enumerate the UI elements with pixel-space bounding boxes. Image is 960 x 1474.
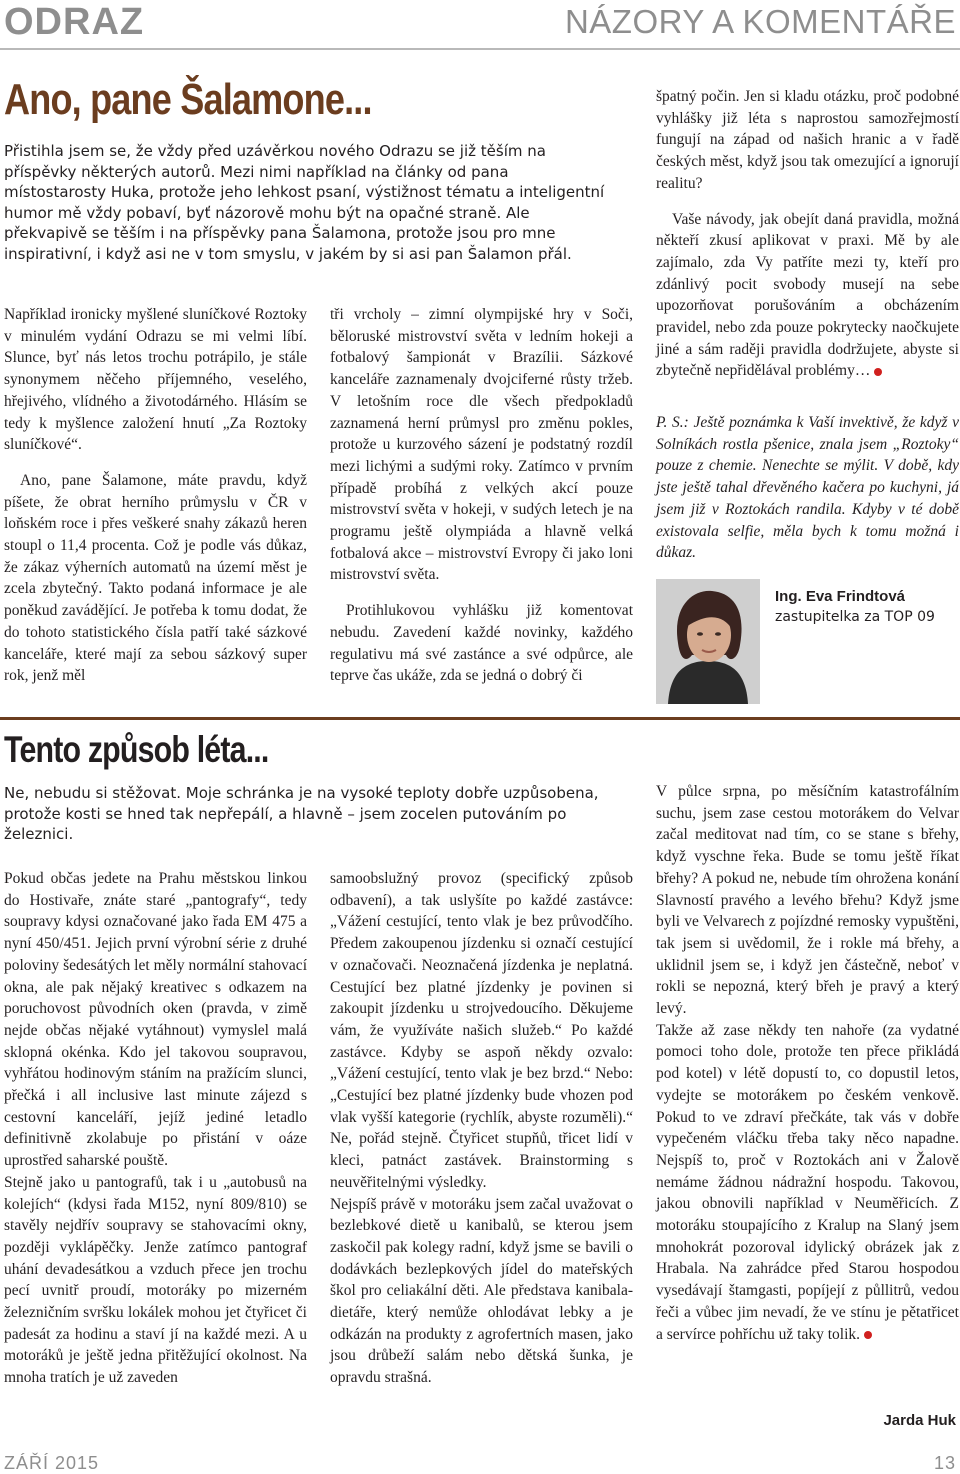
article-divider (0, 717, 960, 720)
paragraph: tři vrcholy – zimní olympijské hry v Soči, běloruské mistrovství světa v ledním hokeji a fotbalový šampionát v Brazílii. Sázkové kanceláře zaznamenaly dvojciferné růsty tržeb. V letošním roce dle všech předpokladů zaznamená herní průmysl pro změnu pokles, protože u kurzového sázení je podstatný rozdíl mezi lichými a sudými roky. Zatímco v prvním případě probíhá z velkých akcí pouze mistrovství světa v hokeji, v sudých letech je na programu ještě olympiáda a hlavně velká fotbalová akce – mistrovství Evropy či jako loni mistrovství světa. (330, 306, 633, 584)
paragraph-text: Takže až zase někdy ten nahoře (za vydatné pomoci toho dole, protože ten přece přikládá pod kotel) v létě dopustí to, co dopustil letos, vydejte se motorákem po českém venkově. Pokud to ve zdraví přečkáte, tak vás v dobře vypečeném vláčku třeba taky něco napadne. Nejspíš to, proč v Roztokách ani v Žalově nemáme žádnou nádražní hospodu. Takovou, jakou obnovili například v Neuměřicích. Z motoráku stoupajícího z Kralup na Slaný jsem mnohokrát pozoroval idylický obrázek jak z Hrabala. Na zahrádce před Starou hospodou vysedávají štamgasti, popíjejí z půllitrů, vedou řeči a vůbec jim nevadí, že ve stínu je pětatřicet a servírce pohříchu už taky tolik. (656, 1021, 959, 1343)
author-name: Ing. Eva Frindtová (775, 588, 906, 605)
paragraph: Protihlukovou vyhlášku již komentovat nebudu. Zavedení každé novinky, každého regulativu má své zastánce a své odpůrce, ale teprve čas ukáže, zda se jedná o dobrý či (330, 602, 633, 685)
author-role: zastupitelka za TOP 09 (775, 609, 935, 625)
paragraph: Například ironicky myšlené sluníčkové Roztoky v minulém vydání Odrazu se mi velmi líbí. Slunce, byť nás letos trochu potrápilo, je stále synonymem něčeho příjemného, veselého, hřejivého, vlídného a životodárného. Hlásím se tedy k myšlence založení hnutí „Za Roztoky sluníčkové“. (4, 306, 307, 454)
page-number: 13 (933, 1453, 956, 1473)
section-title: NÁZORY A KOMENTÁŘE (564, 3, 956, 40)
paragraph-text: Vaše návody, jak obejít daná pravidla, možná někteří zkusí aplikovat v praxi. Mě by ale zajímalo, zda Vy patříte mezi ty, kteří pro zdánlivý pocit svobody musejí na sebe upozorňovat porušováním a obcházením pravidel, nebo zda pouze pokrytecky naočkujete jiné a sám raději pravidla dodržujete, abyste si zbytečně nepřidělával problémy… (656, 210, 959, 380)
article1-lead: Přistihla jsem se, že vždy před uzávěrkou nového Odrazu se již těším na příspěvky některých autorů. Mezi nimi například na články od pana místostarosty Huka, protože jeho lehkost psaní, výstižnost tématu a inteligentní humor mě vždy pobaví, byť názorově mohu být na opačné straně. Ale překvapivě se těším i na příspěvky pana Šalamona, protože jsou pro mne inspirativní, i když asi ne v tom smyslu, v jakém by si asi pan Šalamon přál. (4, 142, 605, 263)
issue-date: ZÁŘÍ 2015 (4, 1453, 100, 1473)
author-photo (656, 579, 760, 704)
article2-title: Tento způsob léta... (4, 729, 269, 770)
article2-signature: Jarda Huk (883, 1412, 956, 1429)
paragraph: Ano, pane Šalamone, máte pravdu, když píšete, že obrat herního průmyslu v ČR v loňském roce i přes veškeré snahy zákazů heren stoupl o 11,4 procenta. Což je podle vás důkaz, že zákaz výherních automatů na území měst je zcela zbytečný. Takto podaná informace je ale poněkud zavádějící. Je potřeba k tomu dodat, že do tohoto statistického čísla patří také sázkové kanceláře, které mají za sebou sázkový super rok, jenž měl (4, 471, 307, 685)
paragraph: špatný počin. Jen si kladu otázku, proč podobné vyhlášky již léta s naprostou samozřejmostí fungují na západ od našich hranic a v řadě českých měst, když jsou tak omezující a ignorují realitu? (656, 88, 959, 192)
article1-column-2 (330, 304, 633, 687)
article1-column-3 (656, 86, 959, 382)
paragraph (656, 1020, 959, 1346)
portrait-image (656, 579, 760, 704)
paragraph (656, 209, 959, 383)
article2-lead: Ne, nebudu si stěžovat. Moje schránka je na vysoké teploty dobře uzpůsobena, protože kosti se hned tak nepřepálí, a hlavně – jsem zocelen putováním po železnici. (4, 784, 599, 843)
paragraph: Stejně jako u pantografů, tak i u „autobusů na kolejích“ (kdysi řada M152, nyní 809/810) se stavěly nejdřív soupravy se stahovacími okny, později vyklápěčky. Jenže zatímco pantograf uhání devadesátkou a vzduch přece jen trochu pecí uvnitř proudí, motoráky po mizerném železničním svršku lokálek mohou jet čtyřicet či padesát za hodinu a staví jí na každé mezi. A u motoráků je ještě jedna přitěžující okolnost. Na mnoha tratích je už zaveden (4, 1173, 307, 1387)
end-mark-icon (874, 368, 882, 376)
paragraph: Pokud občas jedete na Prahu městskou linkou do Hostivaře, znáte staré „pantografy“, tedy soupravy kdysi označované jako řada EM 475 a nyní 450/451. Jejich první výrobní série z druhé poloviny šedesátých let měly normální stahovací okna, ale pak nějaký kreativec s odkazem na poruchovost původních oken (pravda, v zimě nejde občas nějaké vytáhnout) vymyslel malá sklopná okénka. Kdo jel takovou soupravou, vyhřátou hodinovým stáním na pražícím slunci, přečká i all inclusive last minute zájezd s cestovní kanceláří, jejíž jediné letadlo definitivně zkolabuje po přistání v oáze uprostřed saharské pouště. (4, 870, 307, 1170)
article2-column-3 (656, 781, 959, 1345)
article1-column-1 (4, 304, 307, 687)
article1-postscript (656, 412, 959, 564)
article2-column-2 (330, 868, 633, 1389)
end-mark-icon (864, 1331, 872, 1339)
paragraph: Nejspíš právě v motoráku jsem začal uvažovat o bezlebkové dietě u kanibalů, se kterou jsem zaskočil pak kolegy radní, když jsme se bavili o dodávkách bezlepkových jídel do mateřských škol pro celiakální děti. Ale představa kanibala-dietáře, který nemůže ohlodávat lebky a je odkázán na produkty z agrofertních masen, jako jsou drůbeží salám nebo dětská šunka, je opravdu strašná. (330, 1195, 633, 1387)
article2-column-1 (4, 868, 307, 1389)
postscript-text: P. S.: Ještě poznámka k Vaší invektivě, že když v Solníkách rostla pšenice, znala jsem „Roztoky“ pouze z chemie. Nenechte se mýlit. V době, kdy jste ještě tahal dřevěného kačera po kuchyni, já jsem již v Roztokách randila. Kdyby v té době existovala selfie, měla bych k tomu možná i důkaz. (656, 414, 959, 562)
paragraph: samoobslužný provoz (specifický způsob odbavení), a tak uslyšíte po každé zastávce: „Vážení cestující, tento vlak je bez průvodčího. Předem zakoupenou jízdenku si označí cestující v označovači. Neoznačená jízdenka je neplatná. Cestující bez platné jízdenky je povinen si zakoupit jízdenku u strojvedoucího. Děkujeme vám, že využíváte našich služeb.“ Po každé zastávce. Kdyby se aspoň někdy ozvalo: „Vážení cestující, tento vlak je bez brzd.“ Nebo: „Cestující bez platné jízdenky bude vhozen pod vlak vyšší kategorie (rychlík, abyste rozuměli).“ Ne, pořád stejně. Čtyřicet stupňů, třicet lidí v kleci, patnáct zastávek. Brainstorming s neuvěřitelnými výsledky. (330, 870, 633, 1191)
paragraph: V půlce srpna, po měsíčním katastrofálním suchu, jsem zase cestou motorákem do Velvar začal meditovat nad tím, co se stane s břehy, když vyschne řeka. Bude se tomu ještě říkat břehy? A pokud ne, nebude tím ohrožena konání Slavností pravého a levého břehu? Když jsme byli ve Velvarech z pojízdné remosky vypuštěni, tak jsem si uvědomil, že i rokle má břehy, a uklidnil jsem se, i když jen částečně, neboť v rokli se nepozná, který břeh je pravý a který levý. (656, 783, 959, 1018)
article1-title: Ano, pane Šalamone... (4, 75, 372, 124)
header-divider (0, 48, 960, 50)
publication-logo: ODRAZ (4, 1, 145, 43)
